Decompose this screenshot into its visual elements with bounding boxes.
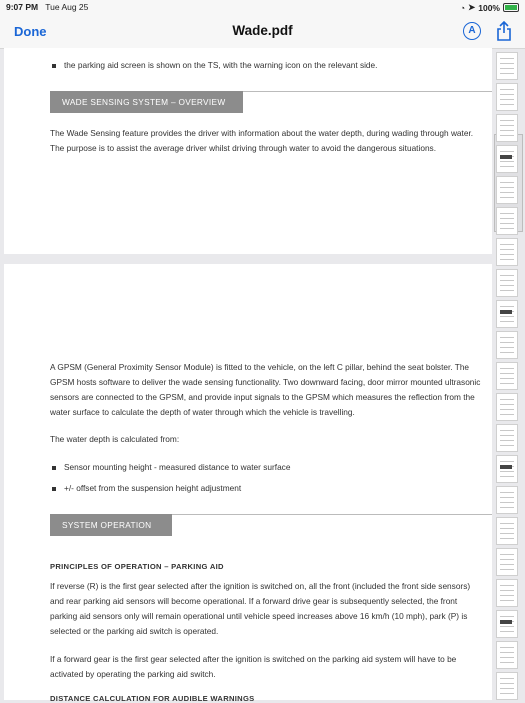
page-thumbnail[interactable] [496,176,518,204]
markup-icon[interactable]: A [463,22,481,40]
done-button[interactable]: Done [14,24,47,39]
reverse-paragraph-line: If reverse (R) is the first gear selected after the ignition is switched on, all the front (included the front side sensors) [50,581,471,591]
page-thumbnail[interactable] [496,83,518,111]
battery-percent: 100% [478,2,500,13]
section-heading: DISTANCE CALCULATION FOR AUDIBLE WARNINGS [50,694,255,703]
reverse-paragraph-line: selected or the parking aid switch is operated. [50,626,219,636]
gpsm-paragraph-line: GPSM hosts software to deliver the wade sensing functionality. Two downward facing, door mirror mounted ultrasonic [50,377,481,387]
section-heading: PRINCIPLES OF OPERATION – PARKING AID [50,562,224,571]
page-thumbnail[interactable] [496,517,518,545]
page-thumbnail[interactable] [496,579,518,607]
gpsm-paragraph-line: water surface to calculate the depth of water through which the vehicle is travelling. [50,407,355,417]
page-thumbnail[interactable] [496,207,518,235]
wifi-icon: ◔ [459,2,466,13]
banner-divider [243,91,492,92]
pdf-page-2 [4,264,492,703]
page-thumbnail[interactable] [496,393,518,421]
page-thumbnail[interactable] [496,331,518,359]
page-thumbnail[interactable] [496,114,518,142]
page-thumbnail[interactable] [496,424,518,452]
page-thumbnail[interactable] [496,641,518,669]
section-banner: SYSTEM OPERATION [50,514,172,536]
navigation-bar [0,14,525,49]
section-banner: WADE SENSING SYSTEM – OVERVIEW [50,91,243,113]
document-title: Wade.pdf [232,23,293,38]
status-icons [460,2,519,13]
pdf-page-1 [4,48,492,254]
forward-paragraph-line: If a forward gear is the first gear selected after the ignition is switched on the parking aid system will have to be [50,654,457,664]
bullet-icon [52,64,56,68]
page-thumbnail[interactable] [496,145,518,173]
gpsm-paragraph-line: sensors are connected to the GPSM, and provide input signals to the GPSM which measures the reflection from the [50,392,475,402]
page-thumbnail[interactable] [496,486,518,514]
page-thumbnail[interactable] [496,300,518,328]
page-thumbnail[interactable] [496,362,518,390]
bullet-icon [52,487,56,491]
page-thumbnail[interactable] [496,52,518,80]
overview-paragraph-line: The purpose is to assist the average driver whilst driving through water to avoid the dangerous situations. [50,143,437,153]
list-item: the parking aid screen is shown on the TS, with the warning icon on the relevant side. [52,60,377,70]
overview-paragraph-line: The Wade Sensing feature provides the driver with information about the water depth, during wading through water. [50,128,474,138]
battery-icon [503,3,519,12]
page-thumbnail[interactable] [496,238,518,266]
depth-intro: The water depth is calculated from: [50,434,180,444]
list-item: +/- offset from the suspension height adjustment [52,483,241,493]
bullet-icon [52,466,56,470]
page-thumbnail[interactable] [496,672,518,700]
reverse-paragraph-line: and rear parking aid sensors will become operational. If a forward drive gear is subsequently selected, the front [50,596,458,606]
page-thumbnail[interactable] [496,269,518,297]
page-thumbnail[interactable] [496,548,518,576]
location-icon: ➤ [468,2,476,12]
share-icon[interactable] [495,20,513,42]
page-thumbnail[interactable] [496,455,518,483]
banner-divider [172,514,492,515]
list-item: Sensor mounting height - measured distance to water surface [52,462,290,472]
status-time: 9:07 PM Tue Aug 25 [6,2,89,12]
status-bar [0,0,525,14]
page-thumbnail[interactable] [496,610,518,638]
page-thumbnail-sidebar[interactable] [494,48,521,700]
gpsm-paragraph-line: A GPSM (General Proximity Sensor Module) is fitted to the vehicle, on the left C pillar, behind the seat bolster. The [50,362,470,372]
forward-paragraph-line: activated by operating the parking aid switch. [50,669,216,679]
reverse-paragraph-line: parking aid sensors only will remain operational until vehicle speed increases above 16 km/h (10 mph), park (P) is [50,611,468,621]
